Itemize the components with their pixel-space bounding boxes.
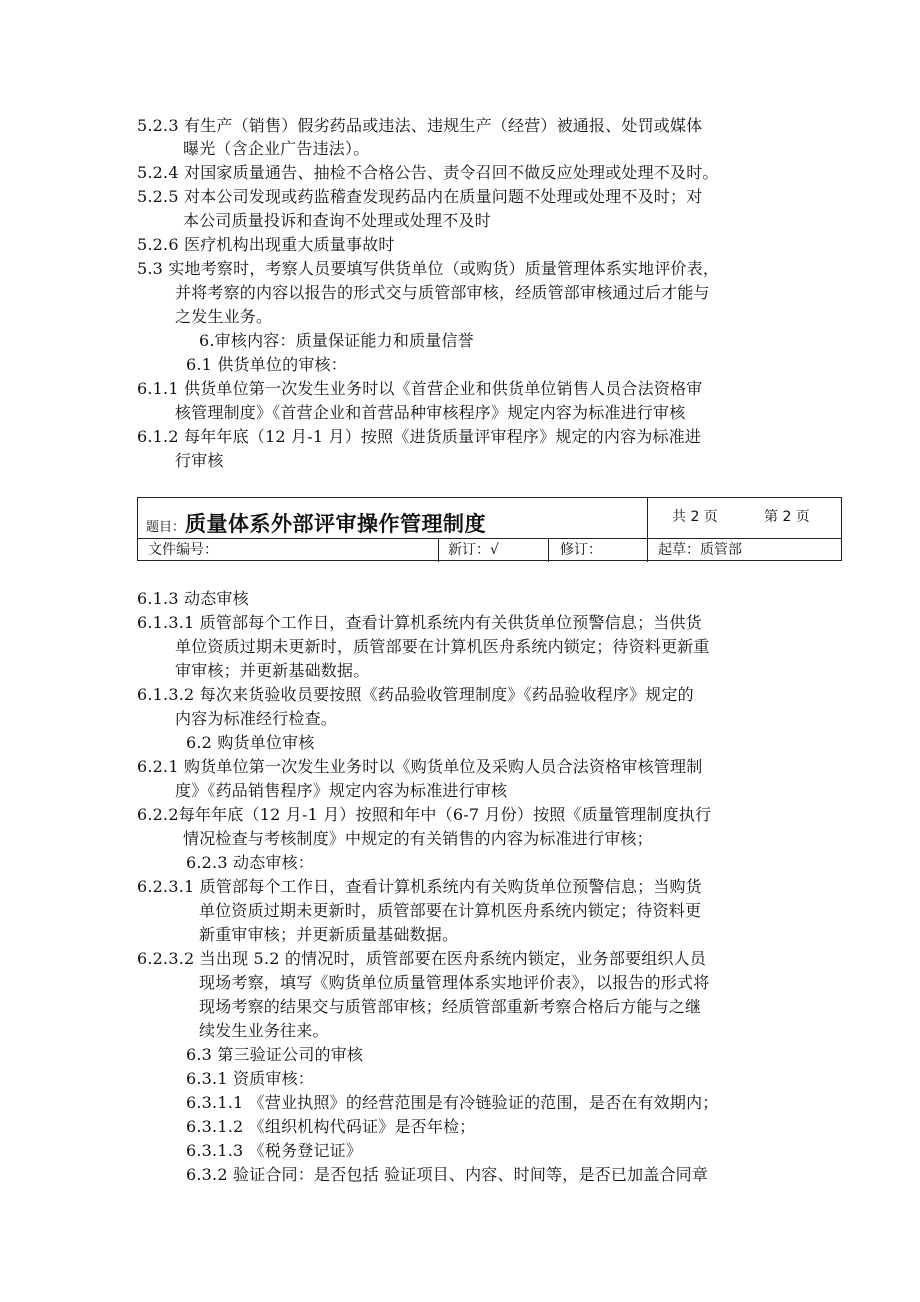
paragraph-6-1-3-2-cont: 内容为标准经行检查。 bbox=[175, 709, 338, 728]
paragraph-6-2-3-1-cont1: 单位资质过期未更新时，质管部要在计算机医舟系统内锁定；待资料更 bbox=[199, 901, 702, 920]
paragraph-6-3-1-3: 6.3.1.3 《税务登记证》 bbox=[186, 1141, 363, 1160]
paragraph-6-2-1-cont: 度》《药品销售程序》规定内容为标准进行审核 bbox=[175, 781, 508, 800]
paragraph-6-1-3: 6.1.3 动态审核 bbox=[137, 589, 249, 608]
paragraph-6-2-3-2-cont2: 现场考察的结果交与质管部审核；经质管部重新考察合格后方能与之继 bbox=[199, 997, 702, 1016]
header-divider bbox=[548, 538, 549, 562]
paragraph-5-2-3-cont: 曝光（含企业广告违法）。 bbox=[183, 139, 370, 158]
paragraph-6-1-3-2: 6.1.3.2 每次来货验收员要按照《药品验收管理制度》《药品验收程序》规定的 bbox=[137, 685, 694, 704]
paragraph-6-3-1-2: 6.3.1.2 《组织机构代码证》是否年检； bbox=[186, 1117, 476, 1136]
paragraph-5-3: 5.3 实地考察时，考察人员要填写供货单位（或购货）质量管理体系实地评价表， bbox=[137, 259, 720, 278]
revision-modified: 修订： bbox=[560, 542, 602, 558]
section-6-3-1-heading: 6.3.1 资质审核： bbox=[186, 1069, 314, 1088]
title-label: 题目： bbox=[146, 520, 186, 535]
paragraph-5-2-5-cont: 本公司质量投诉和查询不处理或处理不及时 bbox=[183, 211, 491, 230]
paragraph-6-2-3-2: 6.2.3.2 当出现 5.2 的情况时，质管部要在医舟系统内锁定，业务部要组织人员 bbox=[137, 949, 707, 968]
page-header-table bbox=[137, 497, 842, 561]
section-6-3-heading: 6.3 第三验证公司的审核 bbox=[186, 1045, 364, 1064]
section-6-heading: 6.审核内容：质量保证能力和质量信誉 bbox=[199, 331, 474, 350]
section-6-1-heading: 6.1 供货单位的审核： bbox=[186, 355, 347, 374]
paragraph-5-3-cont1: 并将考察的内容以报告的形式交与质管部审核，经质管部审核通过后才能与 bbox=[175, 283, 710, 302]
paragraph-6-1-2: 6.1.2 每年年底（12 月-1 月）按照《进货质量评审程序》规定的内容为标准进 bbox=[137, 427, 702, 446]
paragraph-6-1-1-cont: 核管理制度》《首营企业和首营品种审核程序》规定内容为标准进行审核 bbox=[175, 403, 686, 422]
total-pages: 共 2 页 bbox=[672, 509, 718, 525]
paragraph-6-1-2-cont: 行审核 bbox=[175, 451, 224, 470]
paragraph-6-3-1-1: 6.3.1.1 《营业执照》的经营范围是有冷链验证的范围，是否在有效期内； bbox=[186, 1093, 719, 1112]
paragraph-5-2-6: 5.2.6 医疗机构出现重大质量事故时 bbox=[137, 235, 395, 254]
paragraph-6-2-1: 6.2.1 购货单位第一次发生业务时以《购货单位及采购人员合法资格审核管理制 bbox=[137, 757, 703, 776]
paragraph-6-1-1: 6.1.1 供货单位第一次发生业务时以《首营企业和供货单位销售人员合法资格审 bbox=[137, 379, 703, 398]
section-6-2-heading: 6.2 购货单位审核 bbox=[186, 733, 315, 752]
paragraph-6-2-2-cont: 情况检查与考核制度》中规定的有关销售的内容为标准进行审核； bbox=[183, 829, 653, 848]
paragraph-5-2-4: 5.2.4 对国家质量通告、抽检不合格公告、责令召回不做反应处理或处理不及时。 bbox=[137, 163, 719, 182]
paragraph-6-2-3-2-cont1: 现场考察，填写《购货单位质量管理体系实地评价表》，以报告的形式将 bbox=[199, 973, 710, 992]
paragraph-6-1-3-1-cont1: 单位资质过期未更新时，质管部要在计算机医舟系统内锁定；待资料更新重 bbox=[175, 637, 710, 656]
section-6-2-3-heading: 6.2.3 动态审核： bbox=[186, 853, 314, 872]
document-title bbox=[146, 508, 486, 538]
paragraph-6-2-3-1-cont2: 新重审审核；并更新质量基础数据。 bbox=[199, 925, 459, 944]
drafted-by: 起草：质管部 bbox=[658, 542, 742, 558]
paragraph-5-2-3: 5.2.3 有生产（销售）假劣药品或违法、违规生产（经营）被通报、处罚或媒体 bbox=[137, 116, 703, 135]
paragraph-5-3-cont2: 之发生业务。 bbox=[175, 307, 273, 326]
title-text: 质量体系外部评审操作管理制度 bbox=[185, 512, 487, 536]
paragraph-5-2-5: 5.2.5 对本公司发现或药监稽查发现药品内在质量问题不处理或处理不及时；对 bbox=[137, 187, 703, 206]
paragraph-6-1-3-1-cont2: 审审核；并更新基础数据。 bbox=[175, 661, 370, 680]
paragraph-6-2-2: 6.2.2每年年底（12 月-1 月）按照和年中（6-7 月份）按照《质量管理制度执行 bbox=[137, 805, 712, 824]
paragraph-6-1-3-1: 6.1.3.1 质管部每个工作日，查看计算机系统内有关供货单位预警信息；当供货 bbox=[137, 613, 702, 632]
paragraph-6-3-2: 6.3.2 验证合同：是否包括 验证项目、内容、时间等，是否已加盖合同章 bbox=[186, 1165, 709, 1184]
page-number: 第 2 页 bbox=[764, 509, 810, 525]
header-divider bbox=[647, 498, 648, 562]
paragraph-6-2-3-2-cont3: 续发生业务往来。 bbox=[199, 1021, 329, 1040]
revision-new: 新订：√ bbox=[448, 542, 499, 558]
paragraph-6-2-3-1: 6.2.3.1 质管部每个工作日，查看计算机系统内有关购货单位预警信息；当购货 bbox=[137, 877, 702, 896]
file-number-label: 文件编号： bbox=[148, 542, 218, 558]
header-divider bbox=[438, 538, 439, 562]
